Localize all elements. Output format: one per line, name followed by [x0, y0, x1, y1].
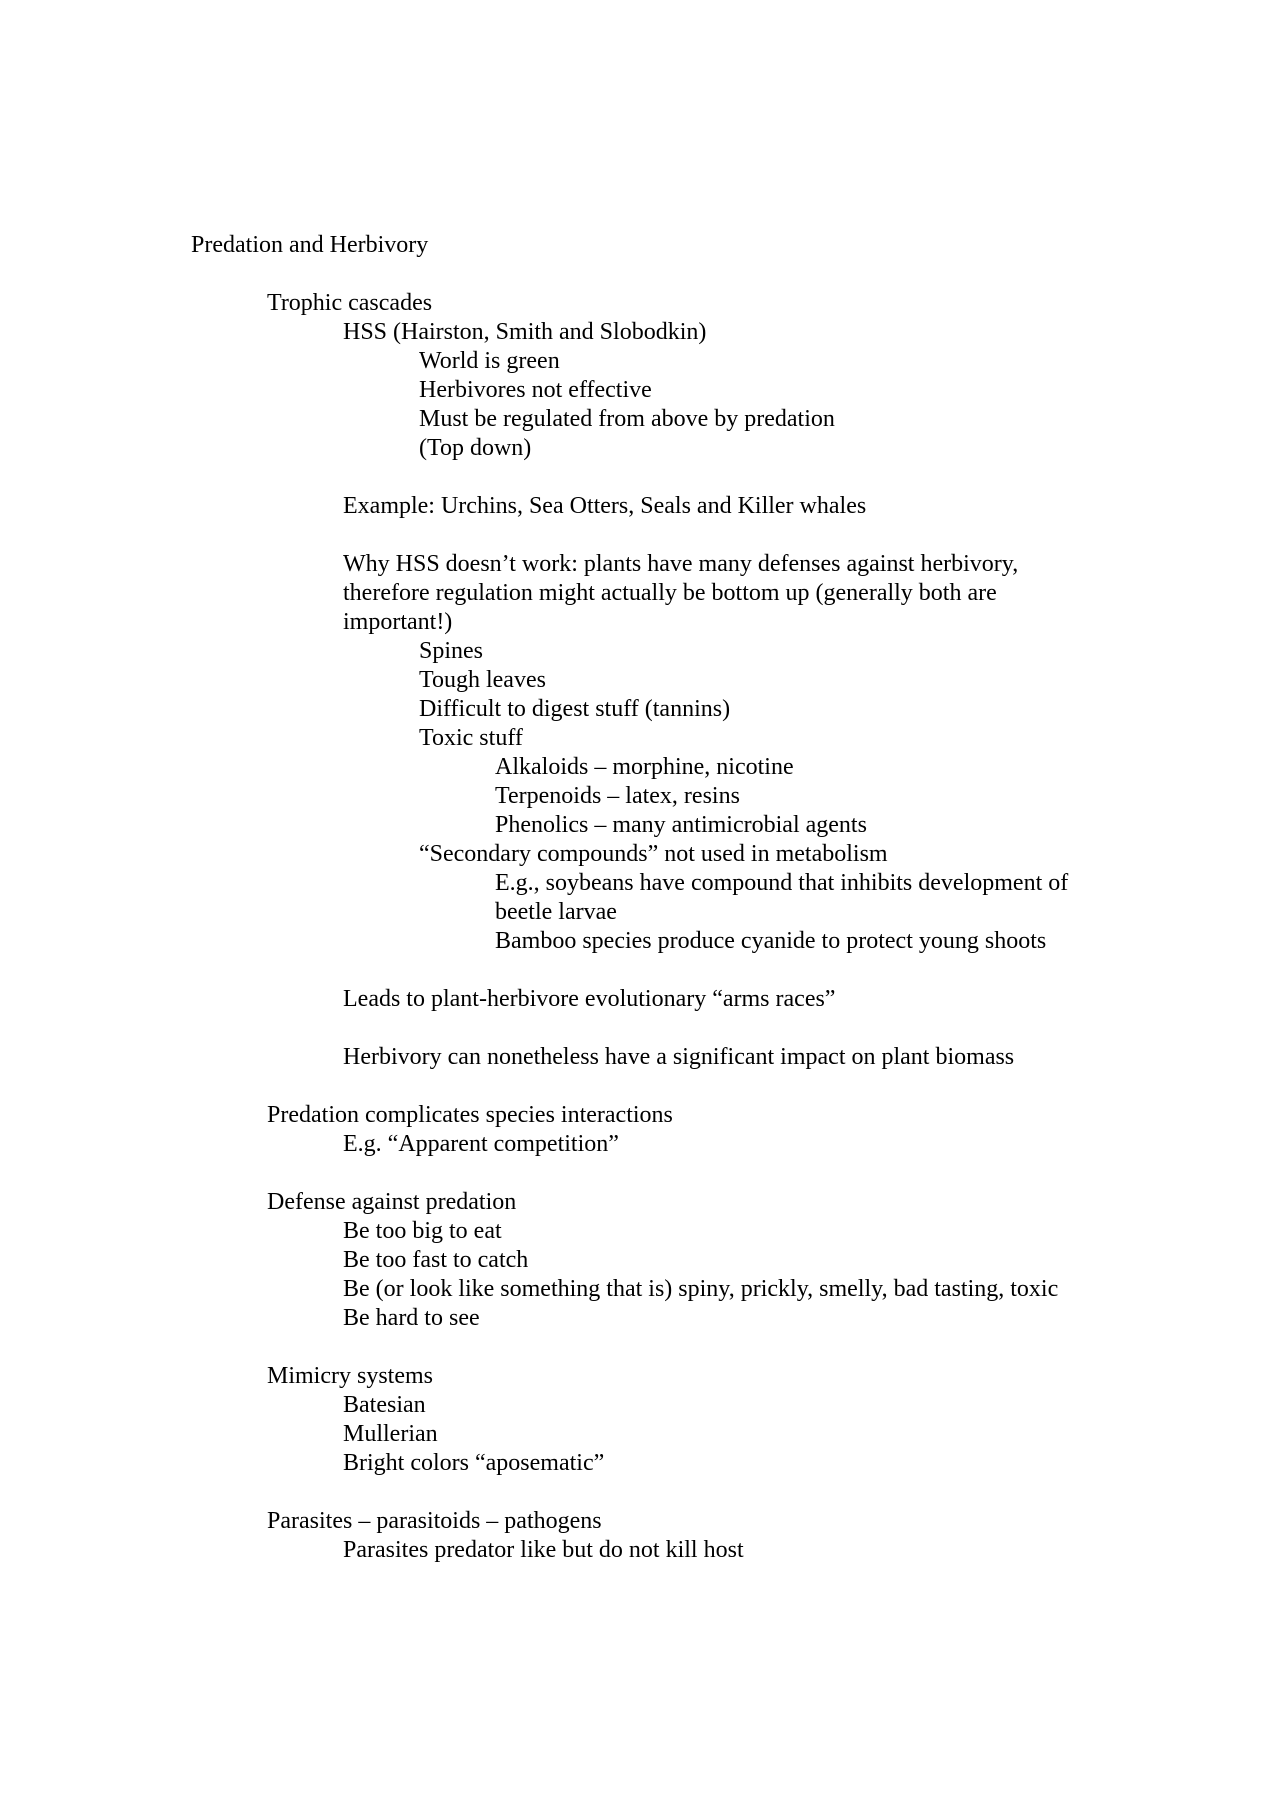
list-item: Tough leaves	[419, 667, 546, 693]
example-line: Example: Urchins, Sea Otters, Seals and Killer whales	[343, 493, 867, 519]
paragraph-line: therefore regulation might actually be bottom up (generally both are	[343, 580, 997, 606]
section-heading-trophic-cascades: Trophic cascades	[267, 290, 433, 316]
list-item: Spines	[419, 638, 484, 664]
list-item: E.g., soybeans have compound that inhibits development of	[495, 870, 1069, 896]
list-item: (Top down)	[419, 435, 532, 461]
list-item: Bamboo species produce cyanide to protect young shoots	[495, 928, 1047, 954]
hss-heading: HSS (Hairston, Smith and Slobodkin)	[343, 319, 707, 345]
section-heading-interactions: Predation complicates species interactions	[267, 1102, 673, 1128]
list-item: Terpenoids – latex, resins	[495, 783, 740, 809]
section-heading-mimicry: Mimicry systems	[267, 1363, 433, 1389]
secondary-compounds-heading: “Secondary compounds” not used in metabolism	[419, 841, 888, 867]
section-heading-parasites: Parasites – parasitoids – pathogens	[267, 1508, 602, 1534]
list-item: Be hard to see	[343, 1305, 480, 1331]
list-item: Be too big to eat	[343, 1218, 502, 1244]
list-item: Alkaloids – morphine, nicotine	[495, 754, 794, 780]
list-item: Must be regulated from above by predation	[419, 406, 835, 432]
list-item: Toxic stuff	[419, 725, 523, 751]
list-item: Be too fast to catch	[343, 1247, 529, 1273]
paragraph-line: important!)	[343, 609, 453, 635]
arms-race-line: Leads to plant-herbivore evolutionary “arms races”	[343, 986, 836, 1012]
paragraph-line: Why HSS doesn’t work: plants have many defenses against herbivory,	[343, 551, 1019, 577]
list-item: Batesian	[343, 1392, 426, 1418]
list-item: Parasites predator like but do not kill host	[343, 1537, 744, 1563]
list-item: Difficult to digest stuff (tannins)	[419, 696, 731, 722]
impact-line: Herbivory can nonetheless have a significant impact on plant biomass	[343, 1044, 1015, 1070]
section-heading-defense: Defense against predation	[267, 1189, 517, 1215]
list-item: Herbivores not effective	[419, 377, 652, 403]
list-item: Bright colors “aposematic”	[343, 1450, 605, 1476]
document-title: Predation and Herbivory	[191, 232, 429, 258]
list-item: beetle larvae	[495, 899, 617, 925]
list-item: World is green	[419, 348, 560, 374]
list-item: E.g. “Apparent competition”	[343, 1131, 619, 1157]
list-item: Mullerian	[343, 1421, 438, 1447]
list-item: Be (or look like something that is) spiny, prickly, smelly, bad tasting, toxic	[343, 1276, 1059, 1302]
list-item: Phenolics – many antimicrobial agents	[495, 812, 867, 838]
